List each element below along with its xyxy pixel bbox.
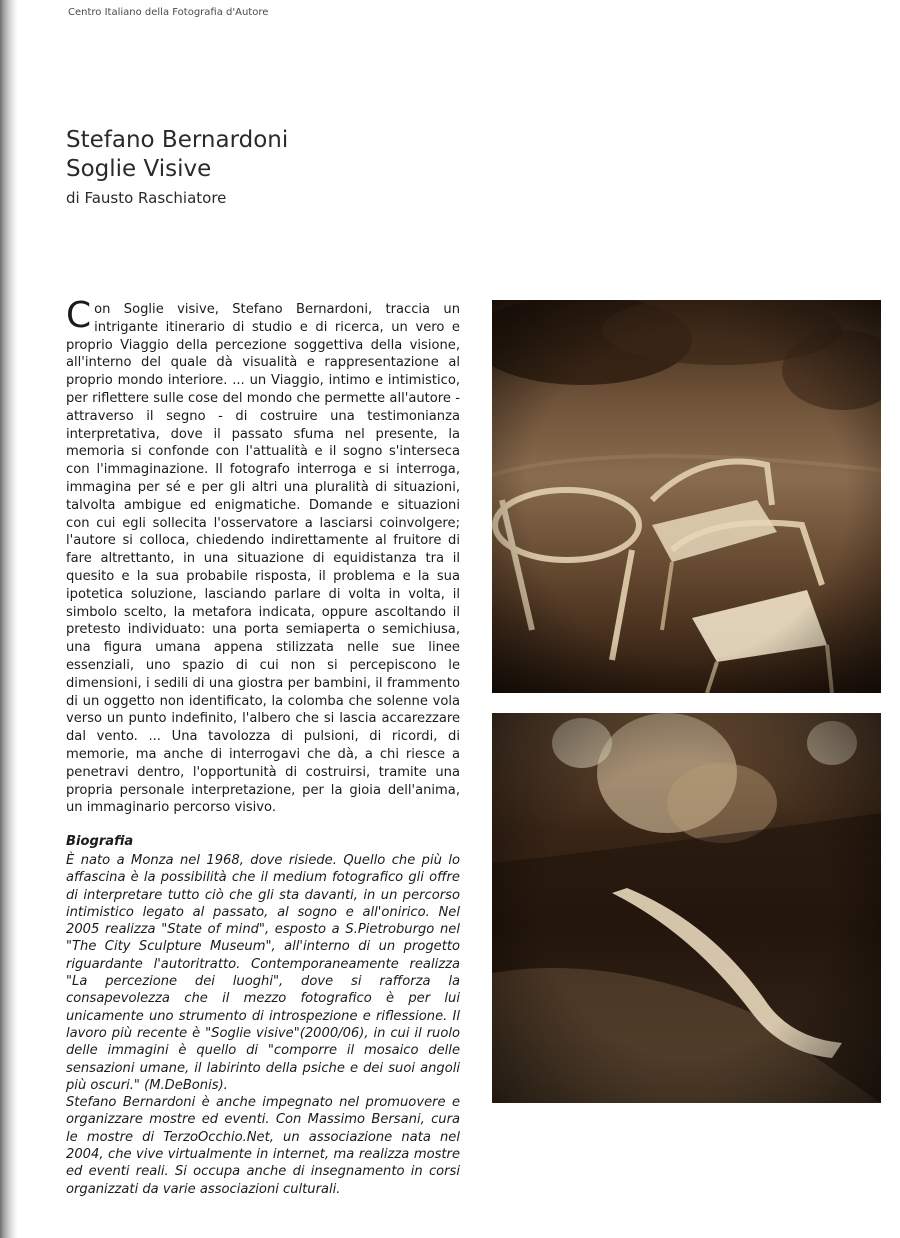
- title-author: Stefano Bernardoni: [66, 127, 289, 153]
- title-series: Soglie Visive: [66, 156, 212, 182]
- biography-text: [66, 852, 460, 1198]
- page-binding-shadow: [0, 0, 18, 1238]
- drop-cap: C: [66, 295, 92, 336]
- article-body-text: on Soglie visive, Stefano Bernardoni, traccia un intrigante itinerario di studio e di ricerca, un vero e proprio Viaggio della percezione soggettiva della visione, all'interno del quale dà visualità e rappresentazione al proprio mondo interiore. ... un Viaggio, intimo e intimistico, per riflettere sulle cose del mondo che permette all'autore - attraverso il segno - di costruire una testimonianza interpretativa, dove il passato sfuma nel presente, la memoria si confonde con l'attualità e il sogno s'interseca con l'immaginazione. Il fotografo interroga e si interroga, immagina per sé e per gli altri una pluralità di situazioni, talvolta ambigue ed enigmatiche. Domande e situazioni con cui egli sollecita l'osservatore a lasciarsi coinvolgere; l'autore si colloca, chiedendo indirettamente al fruitore di fare altrettanto, in una situazione di equidistanza tra il quesito e la sua probabile risposta, il problema e la sua ipotetica soluzione, lasciando parlare di volta in volta, il simbolo scelto, la metafora indicata, oppure ascoltando il pretesto individuato: una porta semiaperta o semichiusa, una figura umana appena stilizzata nelle sue linee essenziali, uno spazio di cui non si percepiscono le dimensioni, i sedili di una giostra per bambini, il frammento di un oggetto non identificato, la colomba che solenne vola verso un punto indefinito, l'albero che si lascia accarezzare dal vento. ... Una tavolozza di pulsioni, di ricordi, di memorie, ma anche di interrogavi che dà, a chi riesce a penetravi dentro, l'opportunità di costruirsi, tramite una propria personale interpretazione, per la gioia dell'anima, un immaginario percorso visivo.: [66, 302, 460, 816]
- photo-slide: [492, 713, 881, 1103]
- biography-paragraph: Stefano Bernardoni è anche impegnato nel promuovere e organizzare mostre ed eventi. Con Massimo Bersani, cura le mostre di TerzoOcchio.Net, un associazione nata nel 2004, che vive virtualmente in internet, ma realizza mostre ed eventi reali. Si occupa anche di insegnamento in corsi organizzati da varie associazioni culturali.: [66, 1095, 460, 1197]
- biography-heading: Biografia: [66, 834, 134, 849]
- article-body: [66, 295, 460, 817]
- article-byline: di Fausto Raschiatore: [66, 189, 227, 207]
- biography-paragraph: È nato a Monza nel 1968, dove risiede. Quello che più lo affascina è la possibilità che il medium fotografico gli offre di interpretare tutto ciò che gli sta davanti, in un percorso intimistico legato al passato, al sogno e all'onirico. Nel 2005 realizza "State of mind", esposto a S.Pietroburgo nel "The City Sculpture Museum", all'interno di un progetto riguardante l'autoritratto. Contemporaneamente realizza "La percezione dei luoghi", dove si rafforza la consapevolezza che il mezzo fotografico è per lui unicamente uno strumento di introspezione e riflessione. Il lavoro più recente è "Soglie visive"(2000/06), in cui il ruolo delle immagini è quello di "comporre il mosaico delle sensazioni umane, il labirinto della psiche e dei suoi angoli più oscuri." (M.DeBonis).: [66, 853, 460, 1093]
- photo-chairs: [492, 300, 881, 693]
- running-head: Centro Italiano della Fotografia d'Autore: [68, 7, 269, 18]
- article-title: [66, 126, 288, 184]
